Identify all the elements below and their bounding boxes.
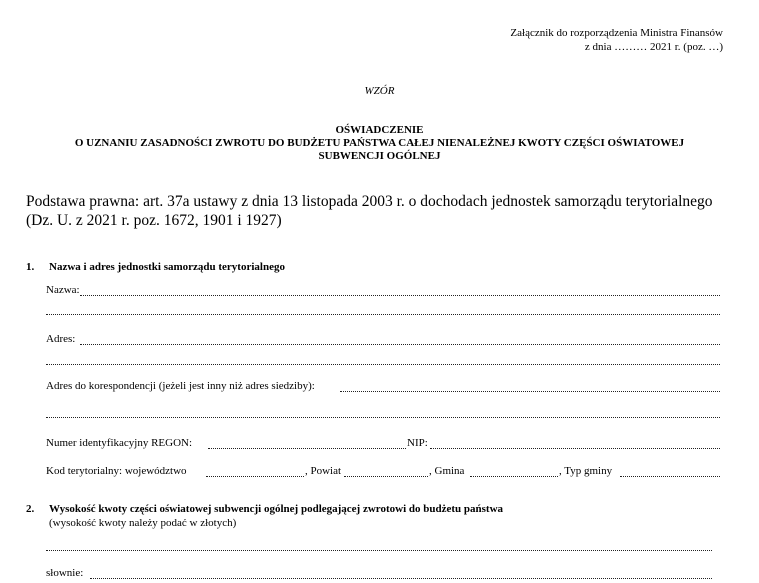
address-field-line-2[interactable] (46, 364, 720, 365)
correspondence-field-line-2[interactable] (46, 417, 720, 418)
legal-basis-line-1: Podstawa prawna: art. 37a ustawy z dnia 13 listopada 2003 r. o dochodach jednostek samorządu terytorialnego (26, 193, 713, 210)
annex-line-1: Załącznik do rozporządzenia Ministra Finansów (510, 27, 723, 39)
powiat-field[interactable] (344, 476, 428, 477)
title-line-3: SUBWENCJI OGÓLNEJ (318, 150, 441, 162)
powiat-label: , Powiat (305, 465, 342, 477)
name-label: Nazwa: (46, 284, 80, 296)
template-mark: WZÓR (364, 85, 395, 97)
annex-line-2: z dnia ……… 2021 r. (poz. …) (584, 41, 723, 53)
section-2-subtitle: (wysokość kwoty należy podać w złotych) (49, 517, 237, 529)
correspondence-label: Adres do korespondencji (jeżeli jest inny niż adres siedziby): (46, 380, 315, 392)
section-2-number: 2. (26, 503, 35, 515)
name-field[interactable] (80, 295, 720, 296)
voivodeship-field[interactable] (206, 476, 304, 477)
typ-gminy-label: , Typ gminy (559, 465, 613, 477)
regon-label: Numer identyfikacyjny REGON: (46, 437, 193, 449)
amount-in-words-field[interactable] (90, 578, 712, 579)
section-1-title: Nazwa i adres jednostki samorządu terytorialnego (49, 261, 285, 273)
section-2-title: Wysokość kwoty części oświatowej subwencji ogólnej podlegającej zwrotowi do budżetu państwa (49, 503, 504, 515)
words-label: słownie: (46, 567, 84, 579)
title-line-1: OŚWIADCZENIE (335, 124, 424, 136)
address-label: Adres: (46, 333, 76, 345)
amount-field[interactable] (46, 550, 712, 551)
address-field[interactable] (80, 344, 720, 345)
legal-basis-line-2: (Dz. U. z 2021 r. poz. 1672, 1901 i 1927) (26, 212, 282, 229)
gmina-field[interactable] (470, 476, 558, 477)
gmina-label: , Gmina (429, 465, 465, 477)
name-field-line-2[interactable] (46, 314, 720, 315)
correspondence-field[interactable] (340, 391, 720, 392)
regon-field[interactable] (208, 448, 406, 449)
typ-gminy-field[interactable] (620, 476, 720, 477)
nip-label: NIP: (407, 437, 428, 449)
title-line-2: O UZNANIU ZASADNOŚCI ZWROTU DO BUDŻETU PAŃSTWA CAŁEJ NIENALEŻNEJ KWOTY CZĘŚCI OŚWIATOWEJ (74, 137, 685, 149)
nip-field[interactable] (430, 448, 720, 449)
territorial-code-label: Kod terytorialny: województwo (46, 465, 187, 477)
section-1-number: 1. (26, 261, 35, 273)
